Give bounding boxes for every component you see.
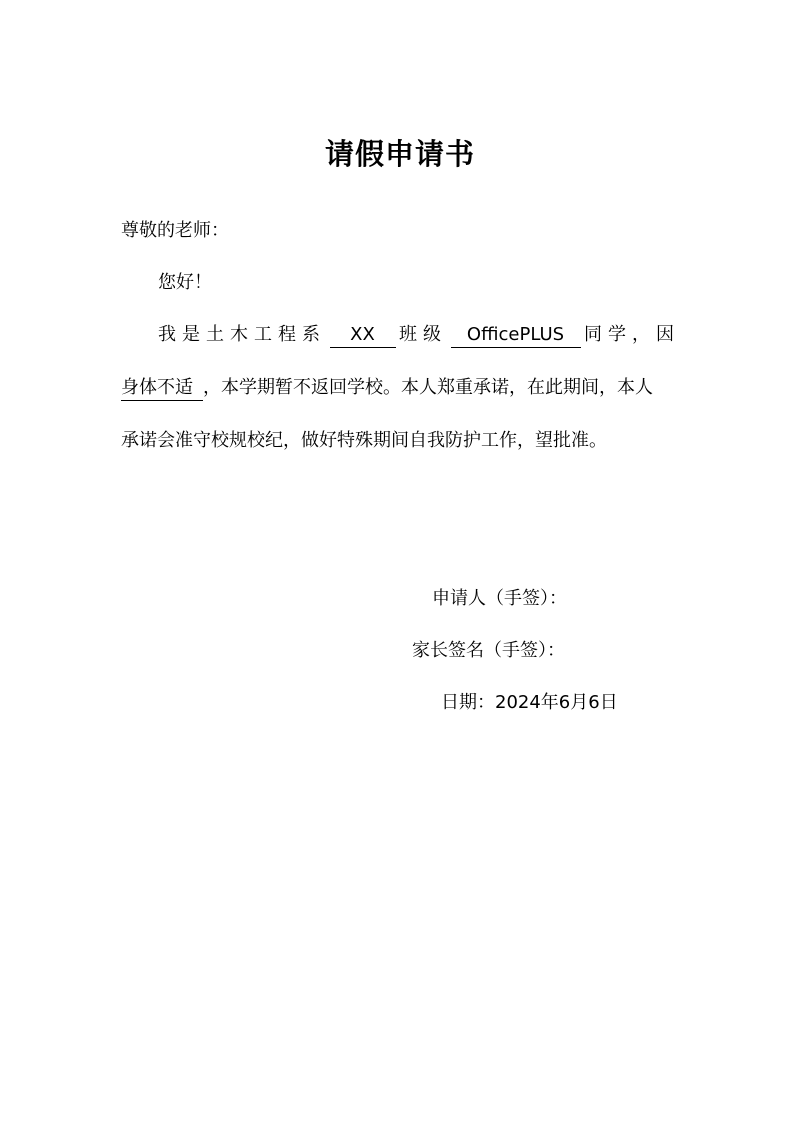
body-line-3: 承诺会准守校规校纪，做好特殊期间自我防护工作，望批准。 xyxy=(121,430,607,451)
class-label: 班级 xyxy=(399,324,447,345)
document-title: 请假申请书 xyxy=(324,137,475,171)
salutation: 尊敬的老师： xyxy=(121,220,229,241)
intro-prefix: 我是土木工程系 xyxy=(158,324,326,345)
greeting: 您好！ xyxy=(158,272,212,293)
applicant-signature: 申请人（手签）： xyxy=(432,588,567,609)
student-suffix: 同学，因 xyxy=(584,324,680,345)
department-blank: XX xyxy=(330,323,396,348)
date-line: 日期：2024年6月6日 xyxy=(441,692,618,713)
leave-reason-blank: 身体不适 xyxy=(121,376,203,401)
parent-signature: 家长签名（手签）： xyxy=(412,640,565,661)
body-line-2-text: ，本学期暂不返回学校。本人郑重承诺，在此期间，本人 xyxy=(203,377,653,398)
body-line-2 xyxy=(121,375,681,401)
body-line-1 xyxy=(158,322,680,348)
student-name-blank: OfficePLUS xyxy=(451,323,581,348)
